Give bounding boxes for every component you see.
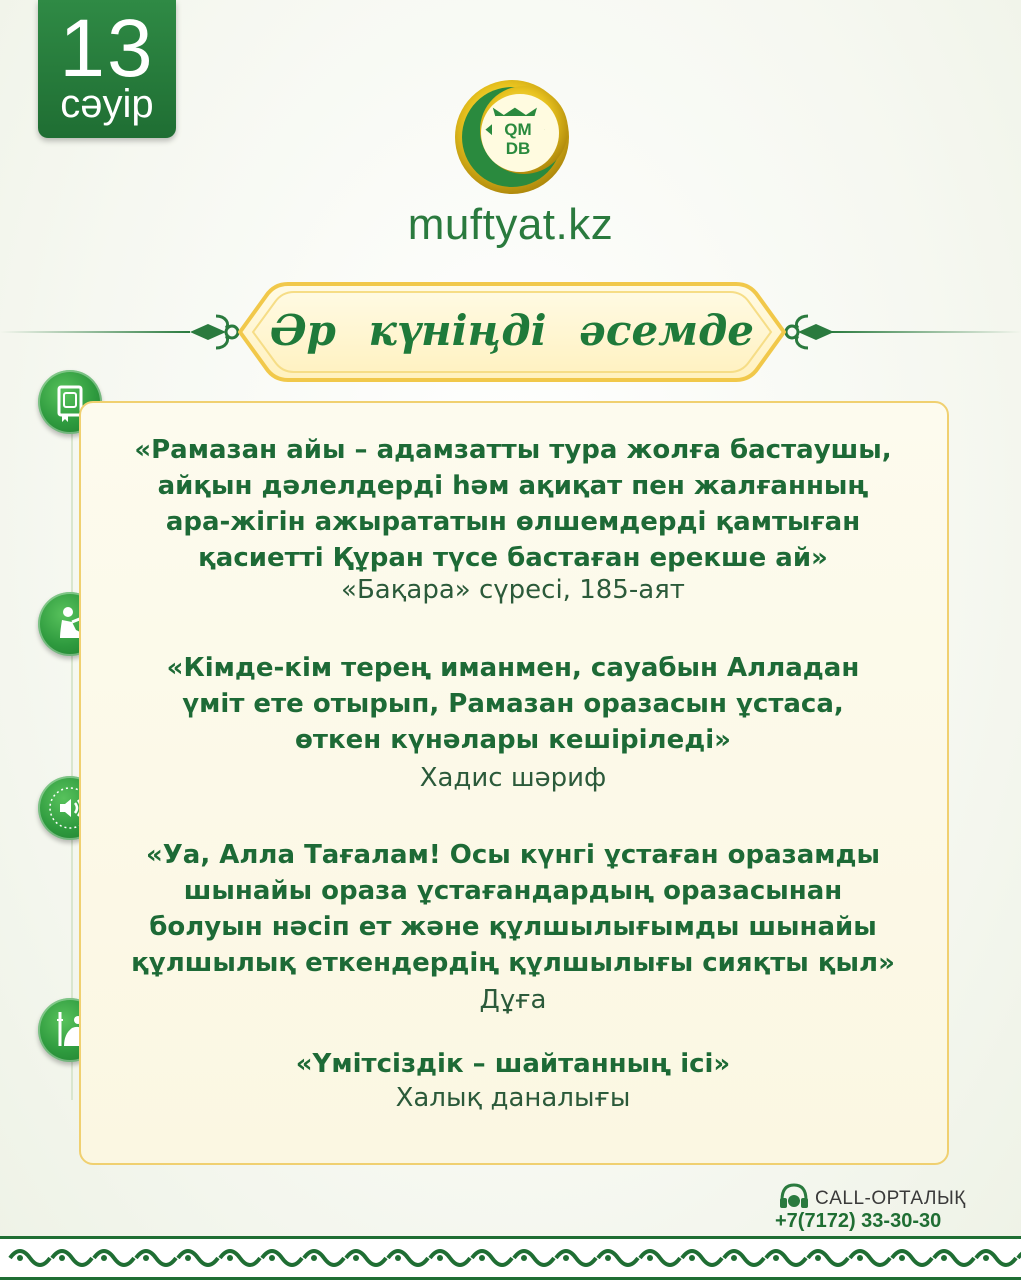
border-motif [850,1251,890,1265]
border-dot [17,1255,23,1261]
border-motif [598,1251,638,1265]
quote-line: «Кімде-кім терең иманмен, сауабын Алладан [166,653,860,683]
sidebar-line [71,400,73,1100]
quote-line: болуын нәсіп ет және құлшылығымды шынайы [149,912,877,942]
border-motif [892,1251,932,1265]
border-dot [983,1255,989,1261]
border-dot [731,1255,737,1261]
border-dot [941,1255,947,1261]
date-badge [38,0,176,138]
quote-line: үміт ете отырып, Рамазан оразасын ұстаса, [182,689,844,719]
border-dot [521,1255,527,1261]
border-dot [143,1255,149,1261]
site-name: muftyat.kz [407,200,614,249]
quote-1-source: «Бақара» сүресі, 185-аят [341,575,685,605]
border-dot [311,1255,317,1261]
border-motif [304,1251,344,1265]
quote-line: «Рамазан айы – адамзатты тура жолға бастаушы, [134,435,892,465]
border-motif [136,1251,176,1265]
border-motif [52,1251,92,1265]
border-dot [185,1255,191,1261]
border-motif [220,1251,260,1265]
call-center-phone[interactable]: +7(7172) 33-30-30 [775,1210,942,1232]
border-dot [479,1255,485,1261]
svg-text:QM: QM [504,120,532,139]
border-motif [766,1251,806,1265]
divider-left [0,331,190,333]
border-motif [10,1251,50,1265]
border-motif [682,1251,722,1265]
divider-right [830,331,1021,333]
border-dot [269,1255,275,1261]
border-dot [227,1255,233,1261]
border-dot [437,1255,443,1261]
border-motif [430,1251,470,1265]
border-dot [773,1255,779,1261]
border-motif [514,1251,554,1265]
quote-4 [100,1046,926,1082]
quote-line: ара-жігін ажырататын өлшемдерді қамтыған [165,507,861,537]
border-dot [899,1255,905,1261]
ornament-right-icon [778,310,838,354]
quote-1 [100,432,926,576]
quote-line: қасиетті Құран түсе бастаған ерекше ай» [198,543,828,573]
quote-line: «Үмітсіздік – шайтанның ісі» [295,1049,731,1079]
border-motif [976,1251,1016,1265]
quote-2 [100,650,926,758]
quote-line: құлшылық еткендердің құлшылығы сияқты қыл» [131,948,895,978]
border-motif [640,1251,680,1265]
quote-4-source: Халық даналығы [395,1083,631,1113]
ornamental-border [0,1236,1021,1280]
quote-2-source: Хадис шәриф [419,763,607,793]
border-dot [59,1255,65,1261]
border-dot [647,1255,653,1261]
border-dot [101,1255,107,1261]
quote-line: «Уа, Алла Тағалам! Осы күнгі ұстаған оразамды [145,840,881,870]
border-motif [808,1251,848,1265]
banner-title: Әр күніңді әсемде [269,306,755,355]
quote-3 [100,837,926,981]
border-motif [472,1251,512,1265]
border-motif [178,1251,218,1265]
border-dot [605,1255,611,1261]
border-dot [563,1255,569,1261]
date-day: 13 [59,3,155,94]
qmdb-logo-icon [452,78,572,196]
quote-line: шынайы ораза ұстағандардың оразасынан [183,876,843,906]
headset-icon [777,1180,811,1214]
border-motif [724,1251,764,1265]
border-dot [353,1255,359,1261]
border-dot [689,1255,695,1261]
border-motif [346,1251,386,1265]
border-dot [815,1255,821,1261]
quote-3-source: Дұға [479,985,547,1015]
border-dot [857,1255,863,1261]
border-motif [94,1251,134,1265]
ornament-left-icon [186,310,246,354]
call-center-label: CALL-ОРТАЛЫҚ [815,1188,966,1209]
svg-text:DB: DB [505,139,531,158]
border-motif [556,1251,596,1265]
date-month: сәуір [60,82,154,126]
border-motif [262,1251,302,1265]
border-dot [395,1255,401,1261]
border-motif [934,1251,974,1265]
quote-line: өткен күнәлары кешіріледі» [295,725,731,755]
border-motif [388,1251,428,1265]
quote-line: айқын дәлелдерді һәм ақиқат пен жалғанның [157,471,869,501]
